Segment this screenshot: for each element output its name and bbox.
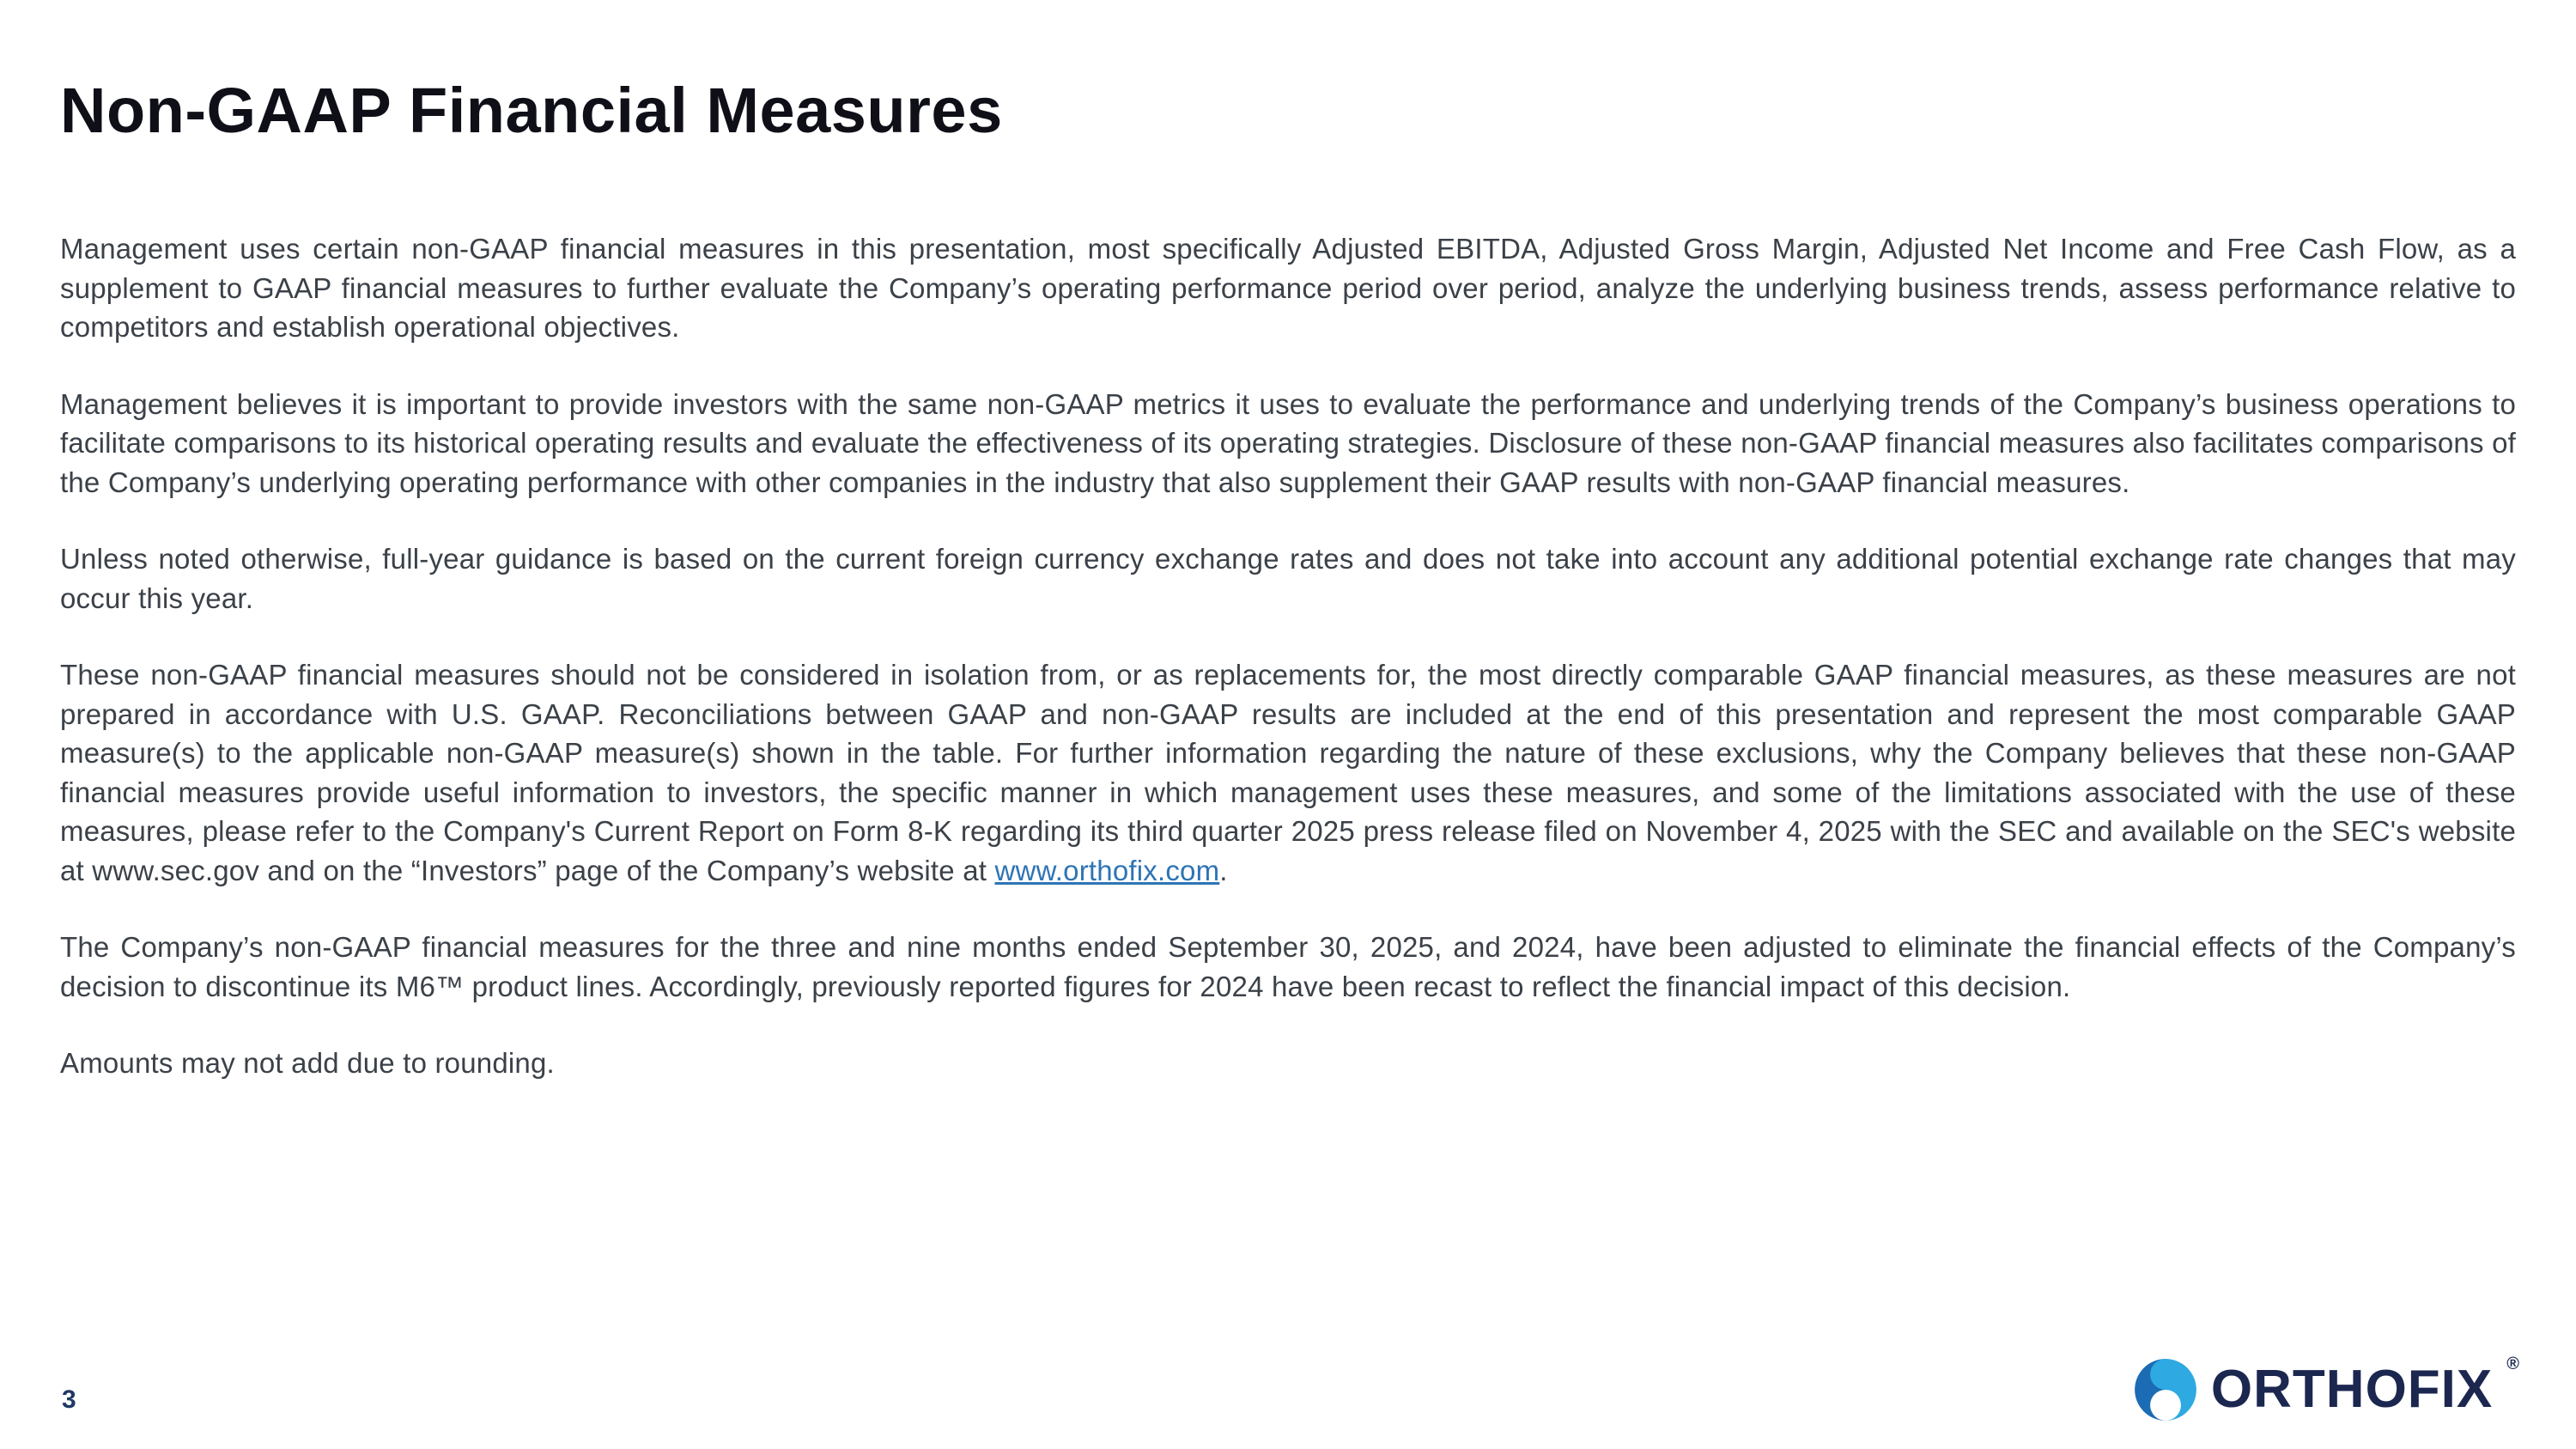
paragraph-guidance-note: Unless noted otherwise, full-year guidance is based on the current foreign currency exchange rates and does not take into account any additional potential exchange rate changes that may occur this year. [60,543,2516,614]
paragraph-measures-overview: Management uses certain non-GAAP financial measures in this presentation, most specifically Adjusted EBITDA, Adjusted Gross Margin, Adjusted Net Income and Free Cash Flow, as a supplement to GAAP financial measures to further evaluate the Company’s operating performance period over period, analyze the underlying business trends, assess performance relative to competitors and establish operational objectives. [60,233,2516,343]
registered-trademark-icon: ® [2506,1354,2519,1373]
paragraph-disclaimer-period: . [1219,854,1228,886]
paragraph-recast-note: The Company’s non-GAAP financial measures for the three and nine months ended September 30, 2025, and 2024, have been adjusted to eliminate the financial effects of the Company’s decision to discontinue its M6™ product lines. Accordingly, previously reported figures for 2024 have been recast to reflect the financial impact of this decision. [60,931,2516,1002]
body-copy [60,229,2516,1083]
orthofix-logo [2132,1356,2519,1423]
paragraph-disclaimer-text: These non-GAAP financial measures should not be considered in isolation from, or as replacements for, the most directly comparable GAAP financial measures, as these measures are not prepared in accordance with U.S. GAAP. Reconciliations between GAAP and non-GAAP results are included at the end of this presentation and represent the most comparable GAAP measure(s) to the applicable non-GAAP measure(s) shown in the table. For further information regarding the nature of these exclusions, why the Company believes that these non-GAAP financial measures provide useful information to investors, the specific manner in which management uses these measures, and some of the limitations associated with the use of these measures, please refer to the Company's Current Report on Form 8-K regarding its third quarter 2025 press release filed on November 4, 2025 with the SEC and available on the SEC's website at www.sec.gov and on the “Investors” page of the Company’s website at [60,659,2516,886]
orthofix-logo-icon [2132,1356,2199,1423]
page-title: Non-GAAP Financial Measures [60,75,1003,146]
paragraph-disclaimer [60,655,2516,890]
orthofix-wordmark: ORTHOFIX [2210,1360,2494,1419]
page-number: 3 [62,1385,76,1414]
paragraph-rounding-note: Amounts may not add due to rounding. [60,1047,555,1079]
paragraph-management-believes: Management believes it is important to provide investors with the same non-GAAP metrics it uses to evaluate the performance and underlying trends of the Company’s business operations to facilitate comparisons to its historical operating results and evaluate the effectiveness of its operating strategies. Disclosure of these non-GAAP financial measures also facilitates comparisons of the Company’s underlying operating performance with other companies in the industry that also supplement their GAAP results with non-GAAP financial measures. [60,387,2516,498]
orthofix-website-link[interactable]: www.orthofix.com [994,854,1220,886]
